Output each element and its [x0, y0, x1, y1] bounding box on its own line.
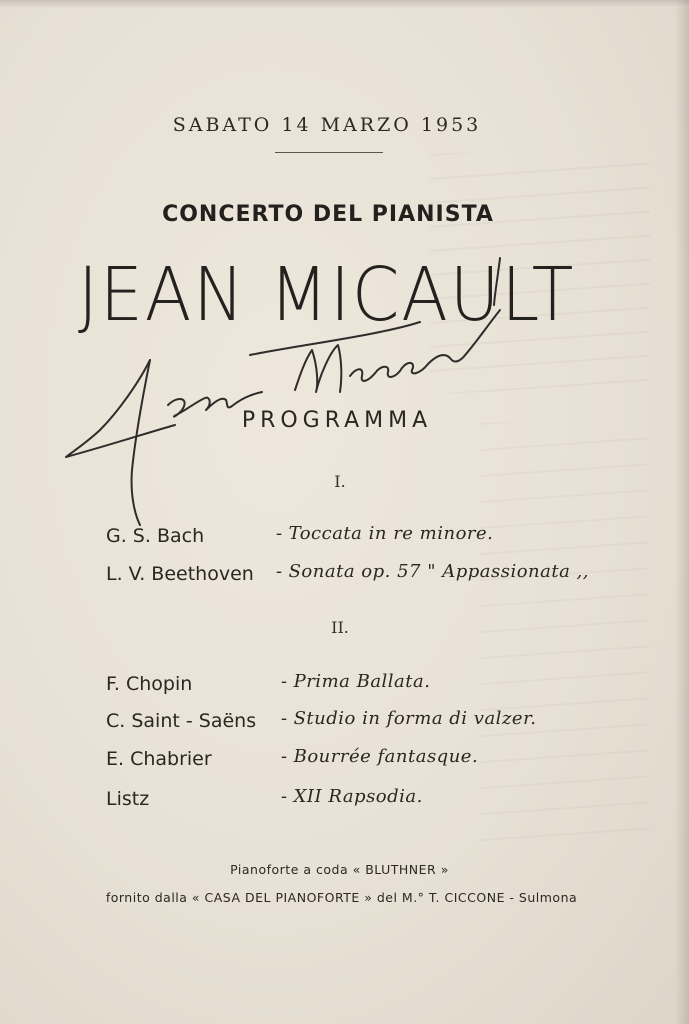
work-title-text: XII Rapsodia. [293, 786, 423, 807]
composer-name: F. Chopin [106, 673, 193, 695]
composer-name: G. S. Bach [106, 525, 205, 547]
separator-dash: - [276, 561, 283, 582]
work-title-text: Toccata in re minore. [288, 523, 494, 544]
concert-subtitle: CONCERTO DEL PIANISTA [162, 202, 494, 227]
composer-name: C. Saint - Saëns [106, 710, 257, 732]
work-title-text: Prima Ballata. [293, 671, 431, 692]
work-title [281, 671, 430, 692]
work-title-text: Studio in forma di valzer. [293, 708, 537, 729]
composer-name: L. V. Beethoven [106, 563, 254, 585]
concert-date: SABATO 14 MARZO 1953 [172, 114, 482, 136]
composer-name: E. Chabrier [106, 748, 212, 770]
part-one-numeral: I. [334, 472, 346, 491]
work-title-text: Bourrée fantasque. [293, 746, 479, 767]
work-title [281, 786, 423, 807]
separator-dash: - [281, 746, 288, 767]
part-two-numeral: II. [331, 618, 349, 637]
separator-dash: - [281, 708, 288, 729]
separator-dash: - [276, 523, 283, 544]
work-title [281, 746, 478, 767]
composer-name: Listz [106, 788, 150, 810]
footer-supplier-line: fornito dalla « CASA DEL PIANOFORTE » del M.° T. CICCONE - Sulmona [105, 890, 578, 905]
separator-dash: - [281, 671, 288, 692]
work-title [276, 523, 493, 544]
work-title [276, 561, 589, 582]
programma-heading: PROGRAMMA [241, 408, 433, 433]
work-title [281, 708, 536, 729]
work-title-text: Sonata op. 57 " Appassionata ,, [288, 561, 589, 582]
footer-piano-line: Pianoforte a coda « BLUTHNER » [230, 862, 449, 877]
performer-name: JEAN MICAULT [78, 252, 576, 338]
separator-dash: - [281, 786, 288, 807]
